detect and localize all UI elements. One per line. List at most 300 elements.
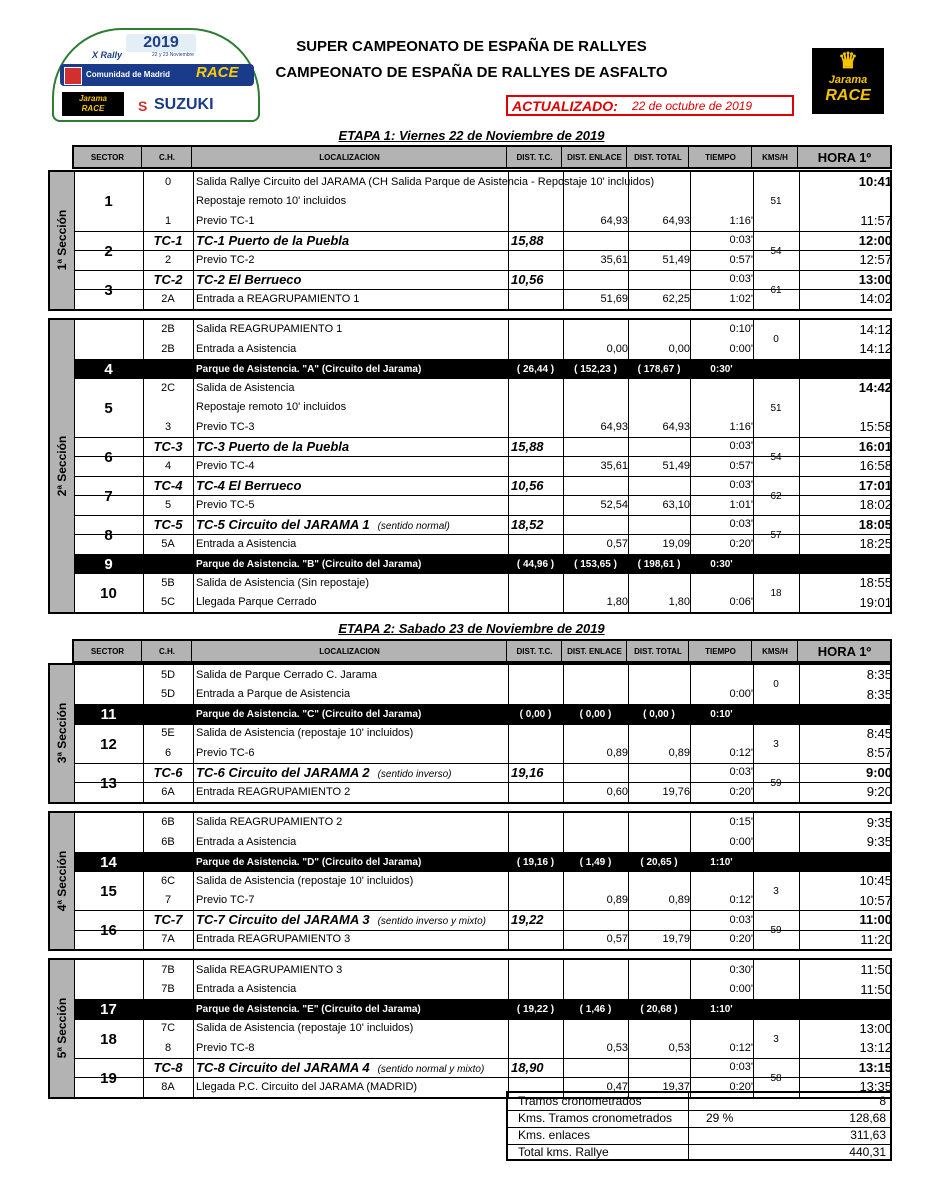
time-cell-text: 0:57' — [729, 253, 753, 266]
hour-cell — [799, 724, 898, 744]
location-cell — [193, 763, 511, 783]
time-cell-text: 0:10' — [710, 709, 733, 721]
summary-row — [508, 1110, 890, 1128]
dist-enlace-cell — [563, 289, 634, 309]
dist-enlace-cell-text: 0,60 — [606, 785, 628, 798]
schedule-row — [74, 378, 890, 398]
time-cell — [690, 534, 759, 554]
dist-enlace-cell — [563, 250, 634, 270]
dist-tc-cell — [508, 853, 563, 873]
location-note: (sentido inverso) — [377, 768, 452, 780]
schedule-row — [74, 665, 890, 685]
schedule-row — [74, 289, 890, 309]
schedule-row — [74, 398, 890, 418]
dist-total-cell-text: 51,49 — [662, 253, 690, 266]
dist-total-cell — [628, 853, 690, 873]
time-cell — [690, 555, 753, 575]
control-cell — [143, 813, 193, 833]
time-cell — [690, 437, 759, 457]
sector-number: 7 — [104, 487, 113, 505]
dist-enlace-cell-text: ( 1,49 ) — [579, 856, 612, 868]
location-text: Llegada Parque Cerrado — [196, 596, 317, 609]
sector-number: 2 — [104, 242, 113, 260]
dist-enlace-cell-text: 0,57 — [606, 537, 628, 550]
time-cell-text: 0:30' — [710, 363, 733, 375]
summary-box — [506, 1091, 892, 1161]
control-cell-text: TC-7 — [153, 912, 183, 928]
location-text: TC-4 El Berrueco — [196, 477, 302, 493]
hour-cell — [799, 456, 898, 476]
hour-cell-text: 14:02 — [859, 291, 892, 307]
time-cell — [690, 417, 759, 437]
location-cell — [193, 685, 511, 705]
schedule-row — [74, 320, 890, 340]
hour-cell — [799, 813, 898, 833]
time-cell — [690, 782, 759, 802]
location-cell — [193, 456, 511, 476]
sector-number: 19 — [100, 1069, 117, 1087]
location-cell — [193, 339, 511, 359]
time-cell — [690, 339, 759, 359]
schedule-section — [48, 170, 892, 311]
schedule-row — [74, 813, 890, 833]
schedule-row — [74, 782, 890, 802]
time-cell — [690, 743, 759, 763]
hour-cell — [799, 763, 898, 783]
control-cell — [143, 1058, 193, 1078]
dist-enlace-cell — [563, 1000, 628, 1020]
location-text: Previo TC-8 — [196, 1041, 255, 1054]
dist-enlace-cell-text: 35,61 — [600, 253, 628, 266]
dist-total-cell — [628, 891, 696, 911]
location-text: TC-5 Circuito del JARAMA 1 (sentido normal) — [196, 516, 450, 532]
hour-cell — [799, 573, 898, 593]
dist-tc-cell-text: 19,22 — [511, 912, 544, 928]
dist-total-cell-text: ( 20,65 ) — [640, 856, 678, 868]
sector-number: 5 — [104, 399, 113, 417]
hour-cell — [799, 930, 898, 950]
control-cell — [143, 211, 193, 231]
hour-cell — [799, 593, 898, 613]
schedule-row — [74, 1038, 890, 1058]
control-cell-text: 4 — [164, 459, 172, 472]
header-dist_total: DIST. TOTAL — [626, 147, 689, 167]
control-cell-text: TC-3 — [153, 438, 183, 454]
control-cell-text: 1 — [164, 214, 172, 227]
dist-total-cell-text: ( 178,67 ) — [637, 363, 681, 375]
dist-total-cell — [628, 705, 690, 725]
time-cell-text: 0:03' — [729, 479, 753, 492]
kms-h-cell: 3 — [773, 886, 779, 897]
kms-h-cell: 0 — [773, 679, 779, 690]
control-cell-text: TC-6 — [153, 764, 183, 780]
summary-percent: 29 % — [706, 1111, 734, 1125]
dist-tc-cell-text: 15,88 — [511, 438, 544, 454]
time-cell — [690, 853, 753, 873]
schedule-row — [74, 573, 890, 593]
time-cell — [690, 960, 759, 980]
time-cell — [690, 705, 753, 725]
time-cell — [690, 1038, 759, 1058]
control-cell-text: 6B — [161, 816, 175, 829]
dist-enlace-cell — [563, 339, 634, 359]
hour-cell-text: 8:35 — [866, 667, 892, 683]
control-cell — [143, 231, 193, 251]
dist-total-cell-text: ( 198,61 ) — [637, 558, 681, 570]
dist-tc-cell — [508, 555, 563, 575]
time-cell-text: 0:30' — [729, 963, 753, 976]
time-cell-text: 0:03' — [729, 518, 753, 531]
hour-cell-text: 16:01 — [858, 438, 892, 454]
updated-date: 22 de octubre de 2019 — [632, 99, 753, 113]
location-cell — [193, 891, 511, 911]
control-cell — [143, 495, 193, 515]
dist-total-cell-text: 19,37 — [662, 1080, 690, 1093]
header-hora: HORA 1º — [797, 641, 891, 661]
time-cell-text: 0:03' — [729, 273, 753, 286]
location-cell — [193, 980, 511, 1000]
location-text: Salida de Parque Cerrado C. Jarama — [196, 668, 377, 681]
control-cell-text: 7B — [161, 983, 175, 996]
location-text: TC-2 El Berrueco — [196, 271, 302, 287]
hour-cell-text: 8:57 — [866, 745, 892, 761]
control-cell-text: 6B — [161, 835, 175, 848]
dist-tc-cell-text: ( 0,00 ) — [519, 709, 552, 721]
location-cell — [193, 534, 511, 554]
dist-enlace-cell-text: 64,93 — [600, 420, 628, 433]
crown-icon: ♛ — [838, 48, 858, 73]
location-cell — [193, 1038, 511, 1058]
control-cell — [143, 437, 193, 457]
hour-cell — [799, 172, 898, 192]
dist-total-cell-text: 1,80 — [668, 596, 690, 609]
time-cell — [690, 910, 759, 930]
hour-cell-text: 13:15 — [858, 1059, 892, 1075]
control-cell-text: 6A — [161, 785, 175, 798]
dist-enlace-cell-text: 0,89 — [606, 894, 628, 907]
sector-number: 12 — [100, 735, 117, 753]
header-dist_enlace: DIST. ENLACE — [561, 641, 627, 661]
location-cell — [193, 270, 511, 290]
hour-cell-text: 11:57 — [860, 213, 892, 229]
schedule-row — [74, 832, 890, 852]
control-cell-text: 5D — [160, 688, 176, 701]
service-park-row — [74, 704, 890, 725]
location-text: Previo TC-1 — [196, 214, 255, 227]
location-text: TC-8 Circuito del JARAMA 4 (sentido normal y mixto) — [196, 1059, 485, 1075]
dist-tc-cell — [508, 360, 563, 380]
location-cell — [193, 437, 511, 457]
logo-community: Comunidad de Madrid — [86, 70, 170, 79]
location-text: Salida REAGRUPAMIENTO 1 — [196, 323, 343, 336]
location-text: TC-3 Puerto de la Puebla — [196, 438, 350, 454]
control-cell — [143, 743, 193, 763]
hour-cell-text: 13:12 — [859, 1040, 892, 1056]
time-cell-text: 0:12' — [729, 894, 753, 907]
schedule-row — [74, 1019, 890, 1039]
hour-cell-text: 9:00 — [865, 764, 892, 780]
time-cell — [690, 593, 759, 613]
dist-tc-cell — [508, 1000, 563, 1020]
hour-cell-text: 10:41 — [858, 174, 892, 190]
dist-enlace-cell-text: ( 153,65 ) — [574, 558, 617, 570]
dist-tc-cell — [508, 231, 566, 251]
location-cell — [193, 705, 511, 725]
header-ch: C.H. — [141, 641, 192, 661]
summary-value: 311,63 — [850, 1128, 886, 1142]
header-kmsh: KMS/H — [751, 147, 798, 167]
hour-cell-text: 9:35 — [866, 814, 892, 830]
schedule-row — [74, 515, 890, 536]
location-cell — [193, 320, 511, 340]
kms-h-cell: 3 — [773, 1033, 779, 1045]
location-text: Salida de Asistencia (repostaje 10' incluidos) — [196, 874, 414, 887]
schedule-row — [74, 743, 890, 763]
location-cell — [193, 192, 511, 212]
location-cell — [193, 930, 511, 950]
dist-enlace-cell — [563, 456, 634, 476]
control-cell — [143, 1019, 193, 1039]
time-cell-text: 0:00' — [729, 835, 753, 848]
header-dist_total: DIST. TOTAL — [626, 641, 689, 661]
control-cell — [143, 891, 193, 911]
control-cell — [143, 534, 193, 554]
location-text: Entrada REAGRUPAMIENTO 3 — [196, 933, 351, 946]
sector-number: 15 — [100, 883, 117, 900]
hour-cell — [799, 437, 898, 457]
location-cell — [193, 1000, 511, 1020]
control-cell — [143, 1077, 193, 1097]
header-dist_tc: DIST. T.C. — [506, 641, 562, 661]
location-cell — [193, 289, 511, 309]
time-cell-text: 1:16' — [729, 420, 753, 433]
hour-cell-text: 10:45 — [859, 873, 892, 889]
summary-value: 8 — [879, 1094, 886, 1108]
dist-enlace-cell-text: 0,53 — [606, 1041, 628, 1054]
control-cell-text: 5E — [161, 727, 175, 740]
control-cell — [143, 172, 193, 192]
time-cell-text: 1:16' — [729, 214, 753, 227]
control-cell-text: TC-4 — [153, 477, 183, 493]
page-subtitle: CAMPEONATO DE ESPAÑA DE RALLYES DE ASFALTO — [275, 64, 668, 81]
section-label — [50, 960, 75, 1097]
schedule-row — [74, 871, 890, 891]
location-note: (sentido inverso y mixto) — [377, 916, 486, 928]
dist-enlace-cell — [563, 211, 634, 231]
dist-total-cell — [628, 456, 696, 476]
dist-enlace-cell — [563, 930, 634, 950]
location-text: TC-6 Circuito del JARAMA 2 (sentido inverso) — [196, 764, 452, 780]
dist-total-cell — [628, 339, 696, 359]
dist-tc-cell-text: ( 44,96 ) — [516, 558, 555, 570]
dist-total-cell — [628, 211, 696, 231]
logo-suzuki: SUZUKI — [154, 96, 214, 113]
dist-total-cell — [628, 593, 696, 613]
header-ch: C.H. — [141, 147, 192, 167]
hour-cell — [799, 378, 898, 398]
time-cell — [690, 289, 759, 309]
dist-total-cell-text: 0,89 — [668, 894, 690, 907]
kms-h-cell: 0 — [773, 333, 779, 345]
location-cell — [193, 724, 511, 744]
sector-number: 17 — [100, 1001, 117, 1019]
logo-jarama-badge — [62, 92, 124, 116]
hour-cell — [799, 685, 898, 705]
time-cell — [690, 495, 759, 515]
schedule-row — [74, 960, 890, 980]
location-cell-text: Parque de Asistencia. "D" (Circuito del Jarama) — [196, 856, 422, 868]
dist-tc-cell-text: 18,90 — [511, 1059, 544, 1075]
dist-enlace-cell-text: ( 152,23 ) — [574, 363, 617, 375]
time-cell-text: 0:03' — [729, 440, 753, 453]
summary-label: Tramos cronometrados — [518, 1094, 642, 1108]
location-cell — [193, 910, 511, 930]
location-cell-text: Parque de Asistencia. "C" (Circuito del Jarama) — [196, 709, 422, 721]
dist-total-cell-text: 62,25 — [662, 292, 690, 305]
hour-cell-text: 13:00 — [858, 271, 892, 287]
dist-total-cell-text: 0,00 — [668, 342, 690, 355]
control-cell — [143, 763, 193, 783]
summary-divider — [688, 1093, 689, 1110]
control-cell-text: 8 — [164, 1041, 172, 1054]
control-cell-text: 8A — [161, 1080, 175, 1093]
header-loc: LOCALIZACION — [191, 641, 507, 661]
hour-cell-text: 18:25 — [859, 536, 892, 552]
location-cell-text: Parque de Asistencia. "B" (Circuito del Jarama) — [196, 558, 422, 570]
logo-dates: 22 y 23 Noviembre — [152, 52, 194, 58]
section-label — [50, 665, 75, 802]
time-cell — [690, 1058, 759, 1078]
sector-number: 13 — [100, 774, 117, 792]
dist-enlace-cell-text: 64,93 — [600, 214, 628, 227]
header-sector: SECTOR — [90, 152, 125, 162]
kms-h-cell: 59 — [770, 925, 782, 936]
control-cell — [143, 930, 193, 950]
sector-number: 6 — [104, 448, 113, 466]
sector-number: 9 — [104, 555, 113, 573]
sector-number: 18 — [100, 1030, 117, 1048]
control-cell-text: 2A — [161, 292, 175, 305]
dist-enlace-cell — [563, 555, 628, 575]
kms-h-cell: 51 — [770, 195, 782, 207]
kms-h-cell: 3 — [773, 738, 779, 750]
location-cell — [193, 360, 511, 380]
dist-total-cell — [628, 930, 696, 950]
hour-cell-text: 8:35 — [866, 686, 892, 702]
time-cell — [690, 320, 759, 340]
control-cell — [143, 685, 193, 705]
control-cell-text: 3 — [164, 420, 172, 433]
time-cell — [690, 832, 759, 852]
section-label — [50, 320, 75, 613]
time-cell — [690, 231, 759, 251]
hour-cell-text: 14:42 — [858, 380, 892, 396]
location-text: TC-1 Puerto de la Puebla — [196, 232, 350, 248]
control-cell-text: TC-2 — [153, 271, 183, 287]
control-cell-text: TC-1 — [153, 232, 183, 248]
section-label — [50, 813, 75, 950]
summary-label: Kms. enlaces — [518, 1128, 591, 1142]
location-cell — [193, 832, 511, 852]
hour-cell-text: 12:00 — [858, 232, 892, 248]
time-cell-text: 0:00' — [729, 983, 753, 996]
page-title: SUPER CAMPEONATO DE ESPAÑA DE RALLYES — [296, 38, 647, 55]
time-cell-text: 0:10' — [729, 323, 753, 336]
etapa1-title: ETAPA 1: Viernes 22 de Noviembre de 2019 — [338, 128, 605, 143]
time-cell — [690, 930, 759, 950]
control-cell-text: 7 — [164, 894, 172, 907]
control-cell — [143, 871, 193, 891]
hour-cell-text: 13:35 — [859, 1079, 892, 1095]
control-cell — [143, 665, 193, 685]
location-cell — [193, 813, 511, 833]
kms-h-cell: 61 — [770, 284, 782, 296]
location-text: Entrada a Parque de Asistencia — [196, 688, 351, 701]
hour-cell-text: 11:00 — [859, 912, 892, 928]
schedule-row — [74, 891, 890, 911]
hour-cell — [799, 832, 898, 852]
location-text: Entrada a Asistencia — [196, 537, 297, 550]
dist-enlace-cell-text: 0,89 — [606, 746, 628, 759]
etapa2-title: ETAPA 2: Sabado 23 de Noviembre de 2019 — [338, 621, 605, 636]
dist-total-cell-text: 19,79 — [662, 933, 690, 946]
dist-total-cell — [628, 360, 690, 380]
location-text: Entrada REAGRUPAMIENTO 2 — [196, 785, 351, 798]
kms-h-cell: 59 — [770, 777, 782, 789]
dist-tc-cell — [508, 705, 563, 725]
dist-total-cell-text: 64,93 — [662, 214, 690, 227]
schedule-row — [74, 495, 890, 515]
time-cell-text: 0:57' — [729, 459, 753, 472]
location-cell — [193, 515, 511, 535]
time-cell-text: 0:15' — [729, 816, 753, 829]
dist-enlace-cell-text: 51,69 — [600, 292, 628, 305]
time-cell — [690, 763, 759, 783]
time-cell-text: 0:12' — [729, 1041, 753, 1054]
dist-tc-cell — [508, 763, 566, 783]
dist-tc-cell-text: ( 19,22 ) — [516, 1004, 555, 1016]
header-dist_enlace: DIST. ENLACE — [561, 147, 627, 167]
schedule-row — [74, 437, 890, 458]
kms-h-cell: 62 — [770, 490, 782, 502]
section-label-text: 2ª Sección — [55, 435, 69, 496]
control-cell — [143, 456, 193, 476]
control-cell-text: 6 — [164, 746, 172, 759]
time-cell-text: 1:02' — [729, 292, 753, 305]
control-cell — [143, 960, 193, 980]
header-kmsh: KMS/H — [751, 641, 798, 661]
control-cell-text: 7A — [161, 933, 175, 946]
schedule-section — [48, 958, 892, 1099]
hour-cell — [799, 495, 898, 515]
time-cell-text: 0:03' — [729, 913, 753, 926]
location-text: Previo TC-2 — [196, 253, 255, 266]
sector-number: 1 — [104, 192, 113, 210]
header-tiempo: TIEMPO — [688, 147, 752, 167]
summary-label: Kms. Tramos cronometrados — [518, 1111, 673, 1125]
location-cell — [193, 495, 511, 515]
hour-cell-text: 19:01 — [859, 594, 892, 610]
control-cell — [143, 320, 193, 340]
dist-enlace-cell-text: 52,54 — [600, 498, 628, 511]
dist-enlace-cell-text: ( 1,46 ) — [579, 1004, 612, 1016]
control-cell — [143, 476, 193, 496]
control-cell-text: 2C — [160, 381, 176, 394]
location-cell — [193, 172, 655, 192]
location-cell — [193, 853, 511, 873]
dist-tc-cell — [508, 476, 566, 496]
dist-enlace-cell-text: 1,80 — [606, 596, 628, 609]
